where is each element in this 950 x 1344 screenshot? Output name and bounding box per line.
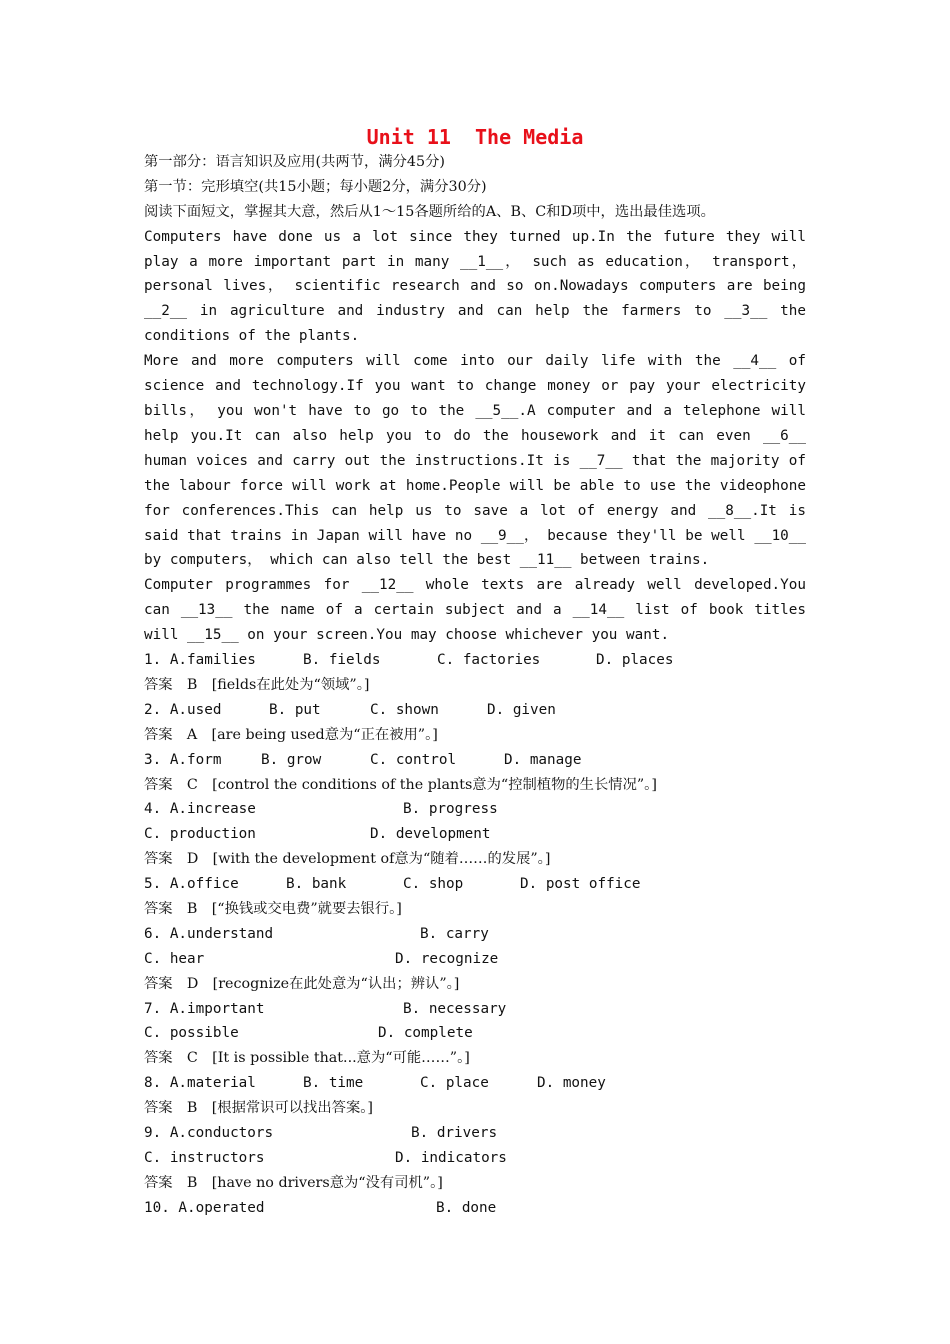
option-choice: B. time [303, 1075, 364, 1092]
option-choice: B. drivers [411, 1125, 498, 1141]
question-options-row [144, 1071, 806, 1096]
option-choice: C. production [144, 826, 256, 843]
passage-paragraph-3: Computer programmes for __12__ whole texts are already well developed.You can __13__ the name of a certain subject and a __14__ list of book titles will __15__ on your screen.You may choose whichever you want. [144, 577, 806, 644]
option-choice: D. indicators [395, 1149, 507, 1166]
answer-explanation: 答案 B [have no drivers意为“没有司机”。] [144, 1174, 443, 1191]
option-choice: C. control [370, 751, 457, 768]
option-choice: D. recognize [395, 950, 499, 967]
option-choice: B. put [269, 701, 321, 718]
option-choice: C. shop [403, 876, 464, 893]
answer-explanation: 答案 B [根据常识可以找出答案。] [144, 1100, 373, 1117]
question-options-row [144, 698, 806, 723]
option-choice: D. money [537, 1075, 606, 1092]
option-choice: 7. A.important [144, 1000, 265, 1017]
answer-explanation: 答案 B [“换钱或交电费”就要去银行。] [144, 900, 402, 917]
section-heading: 第一节：完形填空(共15小题；每小题2分，满分30分) [144, 178, 487, 195]
question-options-row [144, 997, 806, 1022]
question-options-row [144, 648, 806, 673]
option-choice: 9. A.conductors [144, 1125, 274, 1141]
question-options-row [144, 922, 806, 947]
question-options-row [144, 947, 806, 972]
option-choice: 8. A.material [144, 1075, 256, 1092]
option-choice: B. carry [420, 925, 489, 942]
question-options-row [144, 1021, 806, 1046]
instruction-text: 阅读下面短文，掌握其大意，然后从1～15各题所给的A、B、C和D项中，选出最佳选项。 [144, 203, 715, 220]
question-options-row [144, 1196, 806, 1221]
option-choice: B. done [436, 1199, 497, 1216]
option-choice: C. instructors [144, 1149, 265, 1166]
option-choice: D. development [370, 826, 491, 843]
option-choice: C. factories [437, 652, 541, 669]
question-options-row [144, 1121, 806, 1146]
option-choice: B. grow [261, 751, 322, 768]
option-choice: B. progress [403, 801, 498, 818]
answer-explanation: 答案 B [fields在此处为“领域”。] [144, 676, 370, 693]
option-choice: D. given [487, 701, 556, 718]
option-choice: C. hear [144, 950, 205, 967]
option-choice: D. post office [520, 876, 641, 893]
option-choice: 3. A.form [144, 751, 222, 768]
option-choice: 1. A.families [144, 652, 256, 669]
answer-explanation: 答案 C [control the conditions of the plants意为“控制植物的生长情况”。] [144, 776, 657, 793]
answer-explanation: 答案 D [recognize在此处意为“认出；辨认”。] [144, 975, 460, 992]
option-choice: D. complete [378, 1025, 473, 1042]
passage-paragraph-2: More and more computers will come into our daily life with the __4__ of science and technology.If you want to change money or pay your electricity bills， you won't have to go to the __5__.A computer and a telephone will help you.It can also help you to do the housework and it can even __6__ human voices and carry out the instructions.It is __7__ that the majority of the labour force will work at home.People will be able to use the videophone for conferences.This can help us to save a lot of energy and __8__.It is said that trains in Japan will have no __9__， because they'll be well __10__ by computers， which can also tell the best __11__ between trains. [144, 353, 806, 569]
question-options-row [144, 797, 806, 822]
option-choice: C. possible [144, 1025, 239, 1042]
answer-explanation: 答案 D [with the development of意为“随着……的发展”。] [144, 851, 551, 868]
option-choice: D. places [596, 652, 674, 669]
document-body [144, 150, 806, 1221]
question-options-row [144, 822, 806, 847]
answer-explanation: 答案 C [It is possible that...意为“可能……”。] [144, 1050, 470, 1067]
option-choice: B. fields [303, 652, 381, 669]
option-choice: B. bank [286, 876, 347, 893]
answer-explanation: 答案 A [are being used意为“正在被用”。] [144, 726, 438, 743]
option-choice: 10. A.operated [144, 1199, 265, 1216]
option-choice: 2. A.used [144, 701, 222, 718]
passage-paragraph-1: Computers have done us a lot since they turned up.In the future they will play a more important part in many __1__， such as education， transport， personal lives， scientific research and so on.Nowadays computers are being __2__ in agriculture and industry and can help the farmers to __3__ the conditions of the plants. [144, 228, 806, 345]
option-choice: C. place [420, 1075, 489, 1092]
question-options-row [144, 748, 806, 773]
option-choice: B. necessary [403, 1000, 507, 1017]
page-title: Unit 11 The Media [366, 125, 584, 149]
option-choice: 6. A.understand [144, 925, 274, 942]
option-choice: D. manage [504, 751, 582, 768]
question-options-row [144, 1146, 806, 1171]
option-choice: C. shown [370, 701, 439, 718]
question-list [144, 648, 806, 1220]
part-heading: 第一部分：语言知识及应用(共两节，满分45分) [144, 154, 445, 170]
option-choice: 5. A.office [144, 876, 239, 893]
question-options-row [144, 872, 806, 897]
option-choice: 4. A.increase [144, 801, 256, 818]
